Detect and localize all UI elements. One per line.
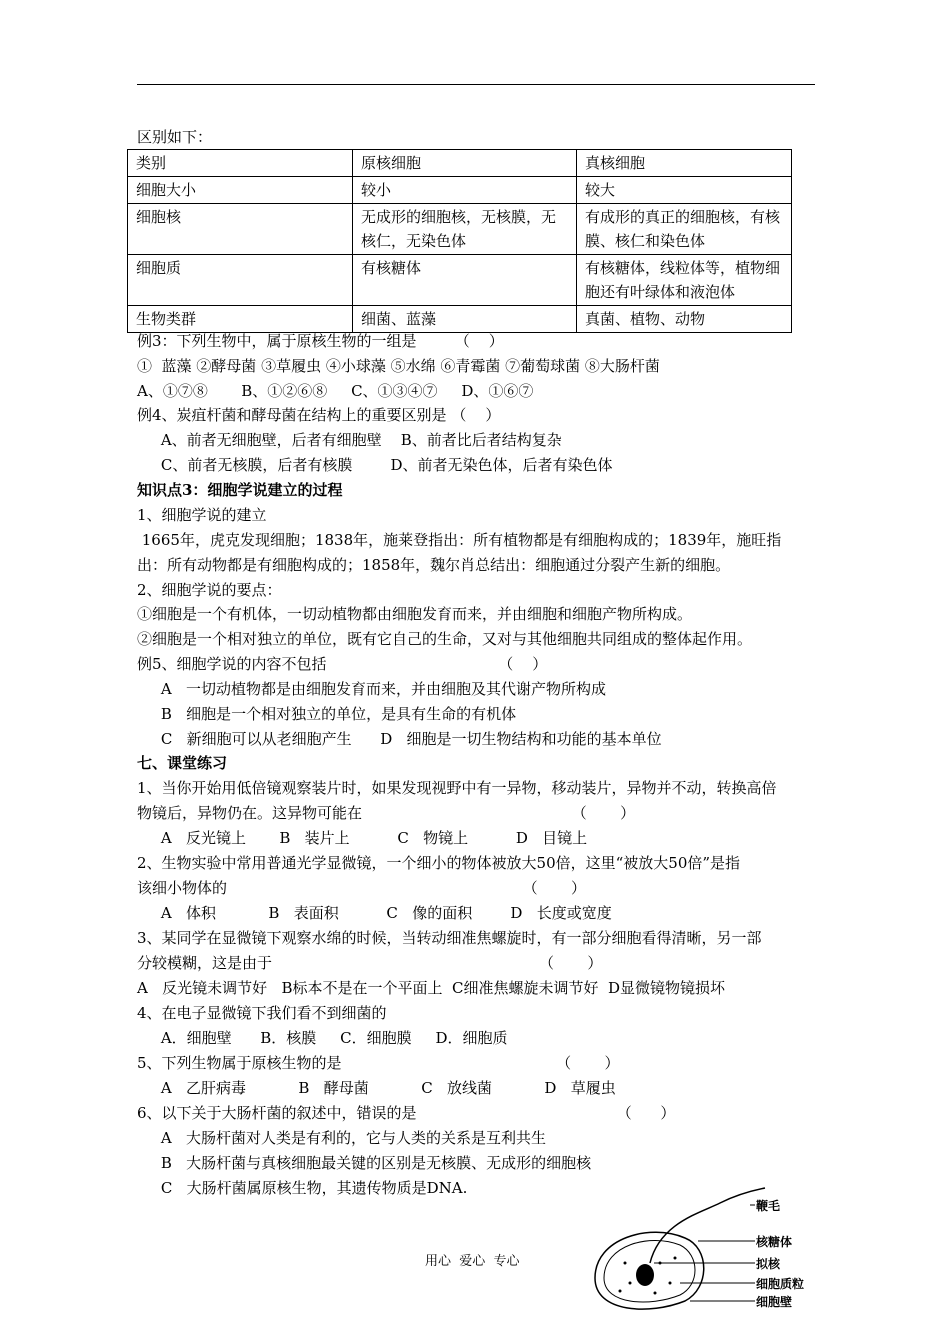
label-flagellum: 鞭毛: [756, 1199, 781, 1213]
table-header-cell: 真核细胞: [577, 150, 792, 177]
bacterium-diagram: [590, 1183, 830, 1313]
paragraph-line: 出：所有动物都是有细胞构成的；1858年，魏尔肖总结出：细胞通过分裂产生新的细胞。: [137, 556, 731, 574]
table-header-row: [128, 150, 792, 177]
question-line: 物镜后，异物仍在。这异物可能在 （ ）: [137, 804, 636, 822]
example-5-question: 例5、细胞学说的内容不包括 （ ）: [137, 655, 548, 673]
page-footer: 用心 爱心 专心: [425, 1254, 520, 1269]
option-line: A 反光镜上 B 装片上 C 物镜上 D 目镜上: [137, 829, 588, 847]
question-line: 1、当你开始用低倍镜观察装片时，如果发现视野中有一异物，移动装片，异物并不动，转换高倍: [137, 779, 777, 797]
table-cell: 细胞大小: [128, 177, 353, 204]
option-line: A 大肠杆菌对人类是有利的，它与人类的关系是互利共生: [137, 1129, 546, 1147]
option-line: A 反光镜未调节好 B标本不是在一个平面上 C细准焦螺旋未调节好 D显微镜物镜损坏: [137, 979, 726, 997]
example-3-options: ① 蓝藻 ②酵母菌 ③草履虫 ④小球藻 ⑤水绵 ⑥青霉菌 ⑦葡萄球菌 ⑧大肠杆菌: [137, 357, 660, 375]
question-line: 4、在电子显微镜下我们看不到细菌的: [137, 1004, 387, 1022]
question-line: 6、以下关于大肠杆菌的叙述中，错误的是 （ ）: [137, 1104, 676, 1122]
table-cell: 生物类群: [128, 306, 353, 333]
subsection-heading: 1、细胞学说的建立: [137, 506, 267, 524]
table-row: [128, 177, 792, 204]
example-4-question: 例4、炭疽杆菌和酵母菌在结构上的重要区别是 （ ）: [137, 406, 501, 424]
header-rule: [137, 84, 815, 85]
question-line: 2、生物实验中常用普通光学显微镜，一个细小的物体被放大50倍，这里“被放大50倍”是指: [137, 854, 741, 872]
question-line: 5、下列生物属于原核生物的是 （ ）: [137, 1054, 620, 1072]
option-line: C 大肠杆菌属原核生物，其遗传物质是DNA.: [137, 1179, 468, 1197]
question-line: 3、某同学在显微镜下观察水绵的时候，当转动细准焦螺旋时，有一部分细胞看得清晰，另一部: [137, 929, 762, 947]
table-cell: 细菌、蓝藻: [353, 306, 577, 333]
table-cell: 无成形的细胞核，无核膜，无核仁，无染色体: [353, 204, 577, 255]
table-cell: 较小: [353, 177, 577, 204]
table-header-cell: 原核细胞: [353, 150, 577, 177]
label-cell-wall: 细胞壁: [756, 1295, 793, 1309]
label-nucleoid: 拟核: [756, 1257, 781, 1271]
section-heading: 知识点3：细胞学说建立的过程: [137, 481, 343, 499]
option-line: A．细胞壁 B．核膜 C．细胞膜 D．细胞质: [137, 1029, 508, 1047]
option-line: A 乙肝病毒 B 酵母菌 C 放线菌 D 草履虫: [137, 1079, 616, 1097]
example-4-options-ab: A、前者无细胞壁，后者有细胞壁 B、前者比后者结构复杂: [137, 431, 562, 449]
option-line: C 新细胞可以从老细胞产生 D 细胞是一切生物结构和功能的基本单位: [137, 730, 662, 748]
example-3-answers: A、①⑦⑧ B、①②⑥⑧ C、①③④⑦ D、①⑥⑦: [137, 382, 534, 400]
label-plasmid: 细胞质粒: [756, 1277, 805, 1291]
question-line: 分较模糊，这是由于 （ ）: [137, 954, 603, 972]
section-heading: 七、课堂练习: [137, 754, 228, 772]
table-cell: 真菌、植物、动物: [577, 306, 792, 333]
table-cell: 有核糖体: [353, 255, 577, 306]
example-3-question: 例3：下列生物中，属于原核生物的一组是 （ ）: [137, 332, 504, 350]
option-line: B 细胞是一个相对独立的单位，是具有生命的有机体: [137, 705, 517, 723]
paragraph-line: ②细胞是一个相对独立的单位，既有它自己的生命，又对与其他细胞共同组成的整体起作用。: [137, 630, 753, 648]
option-line: A 体积 B 表面积 C 像的面积 D 长度或宽度: [137, 904, 612, 922]
paragraph-line: 1665年，虎克发现细胞；1838年，施莱登指出：所有植物都是有细胞构成的；1839年，施旺指: [137, 531, 782, 549]
subsection-heading: 2、细胞学说的要点：: [137, 581, 282, 599]
table-header-cell: 类别: [128, 150, 353, 177]
table-cell: 细胞核: [128, 204, 353, 255]
table-cell: 有成形的真正的细胞核，有核膜、核仁和染色体: [577, 204, 792, 255]
table-row: [128, 255, 792, 306]
comparison-table: [127, 149, 792, 333]
intro-text: 区别如下：: [137, 128, 213, 146]
option-line: A 一切动植物都是由细胞发育而来，并由细胞及其代谢产物所构成: [137, 680, 606, 698]
paragraph-line: ①细胞是一个有机体，一切动植物都由细胞发育而来，并由细胞和细胞产物所构成。: [137, 605, 693, 623]
table-cell: 有核糖体，线粒体等，植物细胞还有叶绿体和液泡体: [577, 255, 792, 306]
table-cell: 细胞质: [128, 255, 353, 306]
table-cell: 较大: [577, 177, 792, 204]
option-line: B 大肠杆菌与真核细胞最关键的区别是无核膜、无成形的细胞核: [137, 1154, 592, 1172]
example-4-options-cd: C、前者无核膜，后者有核膜 D、前者无染色体，后者有染色体: [137, 456, 613, 474]
label-ribosome: 核糖体: [756, 1235, 793, 1249]
question-line: 该细小物体的 （ ）: [137, 879, 586, 897]
table-row: [128, 204, 792, 255]
table-row: [128, 306, 792, 333]
